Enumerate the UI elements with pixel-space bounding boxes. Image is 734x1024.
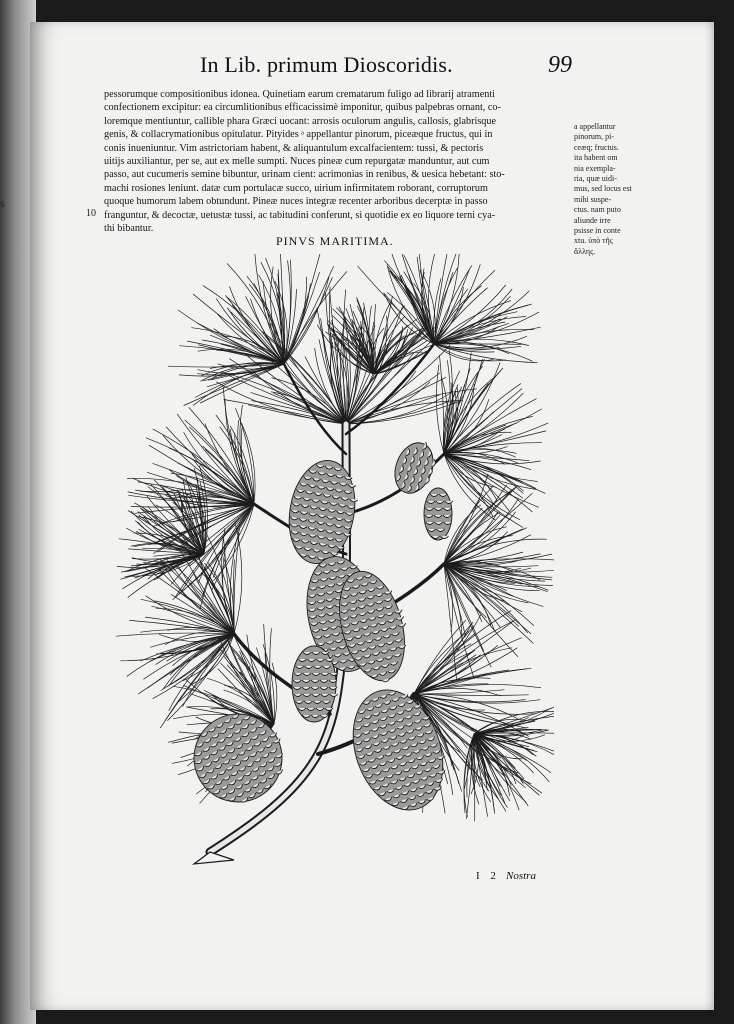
margin-note-line: mus, sed locus est [574,184,632,194]
book-page [30,22,714,1010]
body-text [104,88,574,235]
text-line: quoque humorum labem obtundunt. Pineæ nuces integræ recenter arboribus decerptæ in passo [104,196,488,208]
pine-cones [178,435,459,822]
pine-needle [200,364,284,403]
pine-needle [346,327,427,424]
pine-needle [474,734,475,821]
pine-needle [200,504,254,609]
pine-needle [436,365,444,454]
pine-needle [251,393,346,424]
pine-woodcut-illustration [114,254,554,866]
running-title: In Lib. primum Dioscoridis. [200,52,453,77]
pine-needle [212,504,254,590]
pine-needle [138,634,234,694]
text-line: confectionem excipitur: ea circumlitionibus efficacissimè imponitur, quibus palpebras ornant, co- [104,102,501,114]
pine-needle [284,254,320,364]
text-line: conis inueniuntur. Vim astrictoriam habent, & aliquantulum excalfacientem: tussi, & pectoris [104,142,484,154]
margin-note-line: ria, quæ uidi- [574,174,617,184]
text-line: uitijs auxiliantur, per se, aut ex melle sumpti. Nuces pineæ cum repurgatæ manduntur, aut cum [104,156,490,168]
margin-note-line: ἄλλης. [574,246,596,256]
margin-note-line: ceæq; fructus. [574,142,619,152]
margin-note-line: ctus. nam puto [574,205,621,215]
text-line: genis, & collacrymationibus opitulatur. Pityides ᵃ appellantur pinorum, piceæque fructus, qui in [104,129,493,141]
pine-needle [225,399,254,504]
plate-title: PINVS MARITIMA. [276,234,394,248]
pine-cone [281,455,363,569]
pine-needle [444,423,548,454]
text-line: loremque mentiuntur, callible phara Græci uocant: arrosis oculorum angulis, callosis, glabrisque [104,115,496,127]
margin-note-line: aliunde irre [574,215,611,225]
stub [194,852,234,864]
signature-mark: I 2 [476,870,500,882]
text-line: pessorumque compositionibus idonea. Quinetiam earum crematarum fuligo ad librarij atramenti [104,89,495,100]
margin-note [574,122,684,257]
text-line: machi rosiones leniunt. datæ cum portulacæ succo, uirium infirmitatem roborant, corruptorum [104,182,488,194]
margin-note-line: psisse in conte [574,226,621,236]
margin-note-line: nia exempla- [574,163,616,173]
margin-note-line: ita habent om [574,153,618,163]
text-line: thi bibantur. [104,223,154,235]
text-line: franguntur, & decoctæ, uetustæ tussi, ac tabitudini conferunt, si quotidie ex eo liquore terni cya- [104,209,496,221]
page-number: 99 [548,52,572,78]
margin-note-line: pinorum, pi- [574,132,614,142]
pine-needle [272,378,346,424]
catchword: Nostra [506,870,536,882]
margin-note-line: xtu. ὑπὸ τῆς [574,236,613,246]
line-number: 10 [86,208,96,219]
facing-page-mark: s [0,196,5,210]
margin-note-line: mihi suspe- [574,194,612,204]
margin-note-line: a appellantur [574,122,616,131]
pine-needle [473,734,474,789]
text-line: passo, aut cucumeris semine bibuntur, urinam cient: acrimonias in renibus, & uesica hebetant: sto- [104,169,505,181]
pine-cone [424,488,453,540]
pine-needle [434,344,506,361]
